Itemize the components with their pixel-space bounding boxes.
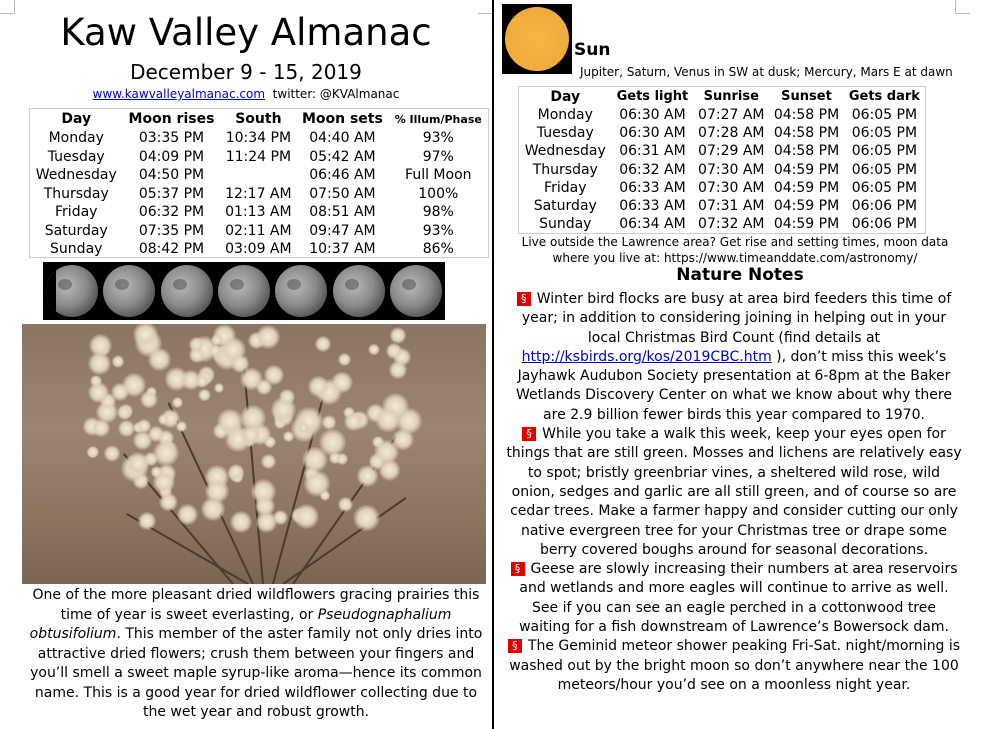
flower-cluster — [389, 361, 407, 379]
moon-table-row — [30, 240, 488, 259]
sun-table — [518, 86, 926, 234]
flower-cluster — [368, 344, 379, 355]
flower-cluster — [369, 453, 385, 469]
caption-species: Pseudognaphalium obtusifolium — [29, 606, 452, 642]
table-cell: 03:09 AM — [225, 241, 292, 258]
table-cell: Friday — [55, 204, 98, 221]
flower-cluster — [331, 372, 352, 393]
flower-cluster — [181, 370, 200, 389]
note-text: ), don’t miss this week’s Jayhawk Audubon Society presentation at 6-8pm at the Baker Wetlands Discovery Center on what we know about why there are 2.9 billion fewer birds this year compared to 1970. — [516, 348, 952, 423]
date-range: December 9 - 15, 2019 — [130, 60, 362, 84]
header-gets-light: Gets light — [616, 89, 689, 104]
table-cell: 93% — [422, 130, 454, 147]
sun-table-row — [519, 124, 925, 142]
table-cell: 06:05 PM — [851, 125, 918, 142]
table-cell: 06:30 AM — [619, 107, 686, 124]
almanac-title: Kaw Valley Almanac — [60, 11, 432, 54]
note-text: Winter bird flocks are busy at area bird feeders this time of year; in addition to considering joining in helping out in your local Christmas Bird Count (find details at — [521, 291, 952, 346]
header-moon-sets: Moon sets — [301, 111, 383, 127]
table-cell: 04:58 PM — [773, 107, 840, 124]
table-cell: 06:46 AM — [309, 167, 376, 184]
section-marker-icon: § — [522, 427, 536, 441]
table-cell: 100% — [418, 185, 459, 202]
table-cell: 86% — [422, 241, 454, 258]
table-cell: 11:24 PM — [225, 148, 292, 165]
table-cell: Thursday — [532, 161, 598, 178]
sun-image — [502, 4, 572, 74]
flower-cluster — [117, 405, 133, 421]
note-text: While you take a walk this week, keep your eyes open for things that are still green. Mosses and lichens are relatively easy to spot; bristly greenbriar vines, a sheltered wild rose, wild onion, sedges and garlic are all still green, and of course so are cedar trees. Make a farmer happy and consider cutting our only native evergreen tree for your Christmas tree or drape some berry covered boughs around for seasonal decorations. — [506, 426, 962, 558]
sun-table-row — [519, 179, 925, 197]
flower-cluster — [217, 409, 243, 435]
table-cell: 05:37 PM — [138, 185, 205, 202]
flower-cluster — [112, 355, 125, 368]
table-cell: 04:59 PM — [773, 216, 840, 233]
sun-table-row — [519, 197, 925, 215]
column-divider — [492, 0, 494, 729]
photo-caption — [22, 586, 490, 723]
note-item — [505, 560, 963, 637]
table-cell: 07:29 AM — [698, 143, 765, 160]
header-moon-rises: Moon rises — [128, 111, 215, 127]
table-cell: 93% — [422, 222, 454, 239]
table-cell: 04:59 PM — [773, 161, 840, 178]
moon-table-row — [30, 148, 488, 167]
flower-cluster — [201, 497, 225, 521]
table-cell: Wednesday — [35, 167, 117, 184]
flower-cluster — [315, 336, 332, 353]
sun-table-row — [519, 215, 925, 233]
table-cell: 06:06 PM — [851, 198, 918, 215]
table-cell: 04:59 PM — [773, 179, 840, 196]
table-cell: 04:58 PM — [773, 143, 840, 160]
website-link[interactable]: www.kawvalleyalmanac.com — [92, 87, 266, 101]
table-cell: 06:05 PM — [851, 161, 918, 178]
header-day: Day — [61, 111, 92, 127]
moon-table-row — [30, 166, 488, 185]
flower-cluster — [283, 431, 294, 442]
table-cell: Saturday — [44, 222, 108, 239]
table-cell: 07:35 PM — [138, 222, 205, 239]
flower-cluster — [261, 454, 276, 469]
table-cell: Tuesday — [47, 148, 105, 165]
flower-cluster — [87, 446, 99, 458]
moon-phase-image — [333, 265, 385, 317]
table-cell: Full Moon — [405, 167, 472, 184]
caption-text: One of the more pleasant dried wildflowers gracing prairies this time of year is sweet everlasting, or — [32, 587, 480, 623]
table-cell: 04:50 PM — [138, 167, 205, 184]
table-cell: 01:13 AM — [225, 204, 292, 221]
moon-phase-image — [161, 265, 213, 317]
moon-phase-image — [275, 265, 327, 317]
note-item — [505, 425, 963, 560]
table-cell: Monday — [48, 130, 104, 147]
flower-cluster — [390, 327, 406, 343]
moon-phase-image — [46, 265, 98, 317]
note-text: Geese are slowly increasing their numbers at area reservoirs and wetlands and more eagles will continue to arrive as well. See if you can see an eagle perched in a cottonwood tree waiting for a fish downstream of Lawrence’s Bowersock dam. — [519, 561, 958, 636]
nature-notes — [505, 290, 963, 695]
table-cell: 10:34 PM — [225, 130, 292, 147]
table-cell: 03:35 PM — [138, 130, 205, 147]
sun-table-header — [519, 87, 925, 106]
moon-table-row — [30, 222, 488, 241]
table-cell: Monday — [537, 107, 593, 124]
sun-table-row — [519, 142, 925, 160]
moon-table — [29, 108, 489, 258]
cbc-link[interactable]: http://ksbirds.org/kos/2019CBC.htm — [521, 348, 772, 365]
flower-cluster — [344, 412, 363, 431]
flower-cluster — [177, 504, 198, 525]
table-cell: Thursday — [43, 185, 109, 202]
flower-cluster — [386, 343, 402, 359]
moon-table-row — [30, 203, 488, 222]
table-cell: 07:32 AM — [698, 216, 765, 233]
flower-cluster — [111, 383, 129, 401]
section-marker-icon: § — [517, 292, 531, 306]
table-cell: 04:09 PM — [138, 148, 205, 165]
table-cell: 08:51 AM — [309, 204, 376, 221]
table-cell: 07:27 AM — [698, 107, 765, 124]
table-cell: 07:30 AM — [698, 161, 765, 178]
table-cell: 10:37 AM — [309, 241, 376, 258]
flower-cluster — [118, 420, 136, 438]
note-item — [505, 290, 963, 425]
table-cell: 06:05 PM — [851, 143, 918, 160]
flower-cluster — [230, 511, 252, 533]
flower-cluster — [273, 510, 288, 525]
sun-heading: Sun — [574, 40, 611, 60]
flower-cluster — [214, 383, 224, 393]
caption-text: . This member of the aster family not only dries into attractive dried flowers; crush them between your fingers and you’ll smell a sweet maple syrup-like aroma—hence its common name. This is a good year for dried wildflower collecting due to the wet year and robust growth. — [30, 626, 483, 720]
table-cell: Wednesday — [524, 143, 606, 160]
table-cell: 06:33 AM — [619, 179, 686, 196]
table-cell: 08:42 PM — [138, 241, 205, 258]
flower-cluster — [353, 505, 380, 532]
flower-cluster — [104, 445, 121, 462]
note-text: The Geminid meteor shower peaking Fri-Sat. night/morning is washed out by the bright moon so don’t anywhere near the 100 meteors/hour you’d see on a moonless night year. — [509, 638, 961, 693]
table-cell: 06:31 AM — [619, 143, 686, 160]
table-cell: 07:28 AM — [698, 125, 765, 142]
table-cell: 06:33 AM — [619, 198, 686, 215]
flower-cluster — [127, 452, 150, 475]
header-south: South — [235, 111, 282, 127]
moon-phase-image — [103, 265, 155, 317]
outside-area-note: Live outside the Lawrence area? Get rise and setting times, moon data where you live at: https://www.timeanddate.com/astronomy/ — [521, 235, 949, 265]
flower-cluster — [322, 415, 337, 430]
table-cell: 97% — [422, 148, 454, 165]
table-cell: 09:47 AM — [309, 222, 376, 239]
table-cell: 02:11 AM — [225, 222, 292, 239]
table-cell: 07:31 AM — [698, 198, 765, 215]
note-item — [505, 637, 963, 695]
flower-cluster — [138, 512, 156, 530]
table-cell: Tuesday — [536, 125, 594, 142]
table-cell: 06:32 PM — [138, 204, 205, 221]
flower-cluster — [90, 375, 102, 387]
header-day: Day — [550, 88, 581, 105]
sun-table-row — [519, 161, 925, 179]
header-sunset: Sunset — [781, 89, 832, 104]
table-cell: 06:05 PM — [851, 107, 918, 124]
flower-cluster — [148, 348, 171, 371]
table-cell: 12:17 AM — [225, 185, 292, 202]
table-cell: Sunday — [539, 216, 592, 233]
table-cell: 05:42 AM — [309, 148, 376, 165]
links-line — [0, 86, 492, 102]
flower-cluster — [264, 365, 285, 386]
header-gets-dark: Gets dark — [848, 89, 920, 104]
flower-cluster — [338, 353, 351, 366]
section-marker-icon: § — [508, 639, 522, 653]
flower-cluster — [256, 325, 280, 349]
table-cell: 04:58 PM — [773, 125, 840, 142]
table-cell: Friday — [544, 179, 587, 196]
flower-cluster — [153, 440, 179, 466]
planets-line: Jupiter, Saturn, Venus in SW at dusk; Mercury, Mars E at dawn — [580, 65, 953, 79]
moon-table-row — [30, 185, 488, 204]
moon-phase-image — [218, 265, 270, 317]
flower-cluster — [89, 334, 112, 357]
table-cell: Saturday — [533, 198, 597, 215]
table-cell: 07:30 AM — [698, 179, 765, 196]
header-sunrise: Sunrise — [703, 89, 759, 104]
flower-cluster — [375, 407, 401, 433]
table-cell — [220, 166, 296, 185]
table-cell: 04:40 AM — [309, 130, 376, 147]
moon-phase-image — [390, 265, 442, 317]
flower-cluster — [140, 391, 158, 409]
section-marker-icon: § — [511, 562, 525, 576]
flower-cluster — [319, 429, 345, 455]
nature-notes-heading: Nature Notes — [676, 265, 804, 285]
flower-cluster — [228, 464, 244, 480]
table-cell: 06:30 AM — [619, 125, 686, 142]
flower-cluster — [294, 504, 320, 530]
moon-table-header — [30, 109, 488, 129]
header-illum-phase: % Illum/Phase — [394, 112, 482, 126]
table-cell: 06:06 PM — [851, 216, 918, 233]
table-cell: 06:32 AM — [619, 161, 686, 178]
table-cell: 06:05 PM — [851, 179, 918, 196]
flower-cluster — [241, 425, 261, 445]
moon-phase-strip — [43, 262, 445, 320]
sun-table-row — [519, 106, 925, 124]
flower-cluster — [176, 421, 187, 432]
flower-cluster — [308, 376, 329, 397]
sweet-everlasting-photo — [22, 324, 486, 584]
flower-cluster — [198, 389, 211, 402]
flower-cluster — [172, 397, 183, 408]
flower-cluster — [338, 497, 353, 512]
table-cell: 07:50 AM — [309, 185, 376, 202]
flower-cluster — [320, 490, 331, 501]
table-cell: Sunday — [50, 241, 103, 258]
table-cell: 98% — [422, 204, 454, 221]
twitter-handle: twitter: @KVAlmanac — [272, 87, 400, 101]
table-cell: 04:59 PM — [773, 198, 840, 215]
flower-cluster — [92, 419, 110, 437]
table-cell: 06:34 AM — [619, 216, 686, 233]
moon-table-row — [30, 129, 488, 148]
crop-mark-right — [955, 0, 970, 14]
